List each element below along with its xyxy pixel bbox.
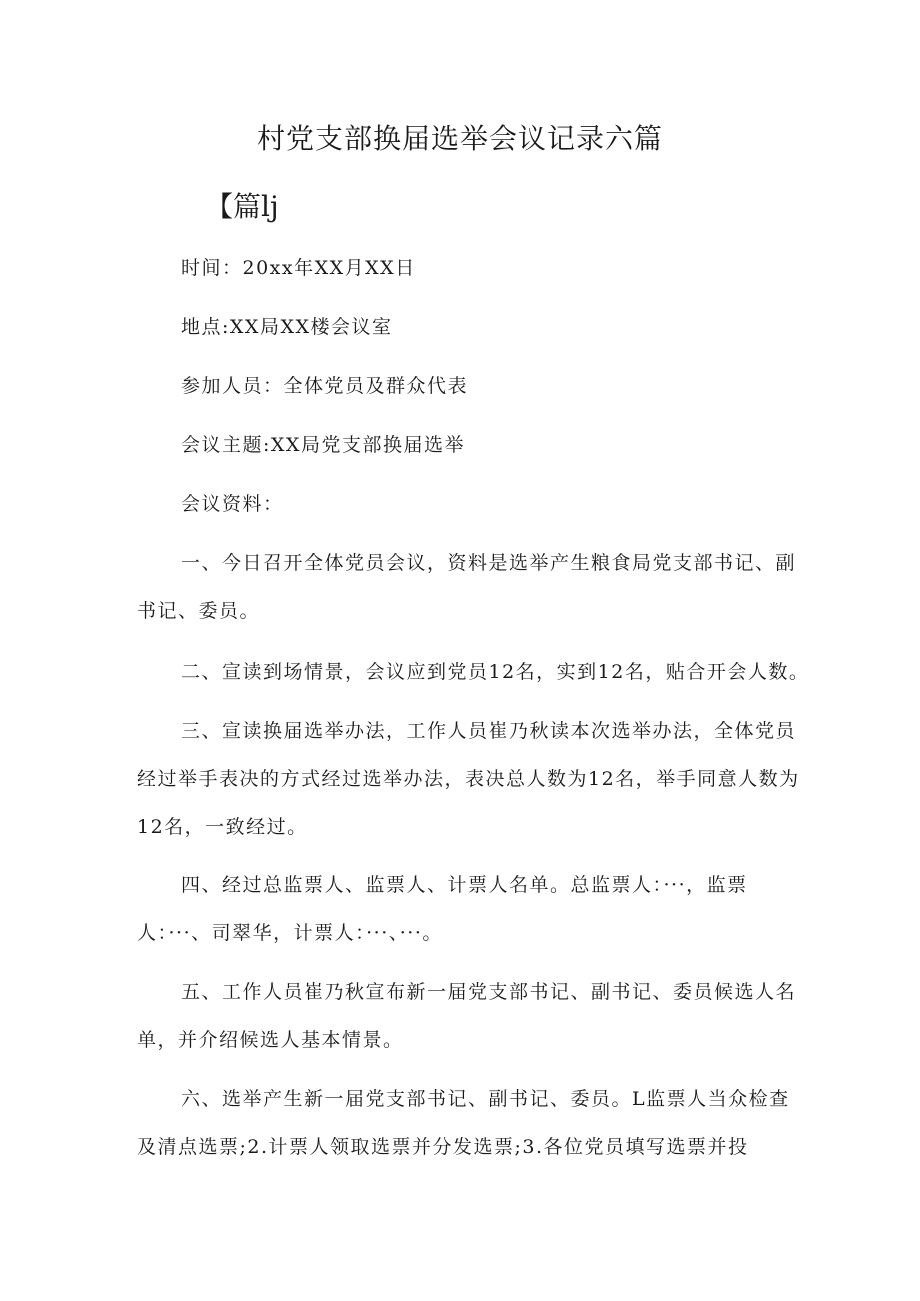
paragraph-4-line-1: 四、经过总监票人、监票人、计票人名单。总监票人：···，监票 [181,874,748,896]
paragraph-3-line-2: 经过举手表决的方式经过选举办法，表决总人数为12名，举手同意人数为 [137,768,800,790]
meeting-attendees: 参加人员：全体党员及群众代表 [181,375,469,397]
paragraph-1-line-2: 书记、委员。 [137,600,261,622]
document-title: 村党支部换届选举会议记录六篇 [256,122,663,155]
meeting-materials: 会议资料： [181,493,284,515]
meeting-place: 地点:XX局XX楼会议室 [181,316,393,338]
meeting-time: 时间：20xx年XX月XX日 [181,257,416,279]
section-heading: 【篇lj [205,190,279,223]
paragraph-4-line-2: 人：···、司翠华，计票人：···、···。 [137,922,443,944]
meeting-topic: 会议主题:XX局党支部换届选举 [181,434,465,456]
paragraph-1-line-1: 一、今日召开全体党员会议，资料是选举产生粮食局党支部书记、副 [181,552,797,574]
paragraph-3-line-3: 12名，一致经过。 [137,816,308,838]
paragraph-2-line-1: 二、宣读到场情景，会议应到党员12名，实到12名，贴合开会人数。 [181,661,810,683]
paragraph-5-line-1: 五、工作人员崔乃秋宣布新一届党支部书记、副书记、委员候选人名 [181,981,797,1003]
paragraph-5-line-2: 单，并介绍候选人基本情景。 [137,1029,404,1051]
paragraph-6-line-2: 及清点选票;2.计票人领取选票并分发选票;3.各位党员填写选票并投 [137,1136,749,1158]
paragraph-6-line-1: 六、选举产生新一届党支部书记、副书记、委员。L监票人当众检查 [181,1088,790,1110]
paragraph-3-line-1: 三、宣读换届选举办法，工作人员崔乃秋读本次选举办法，全体党员 [181,720,797,742]
